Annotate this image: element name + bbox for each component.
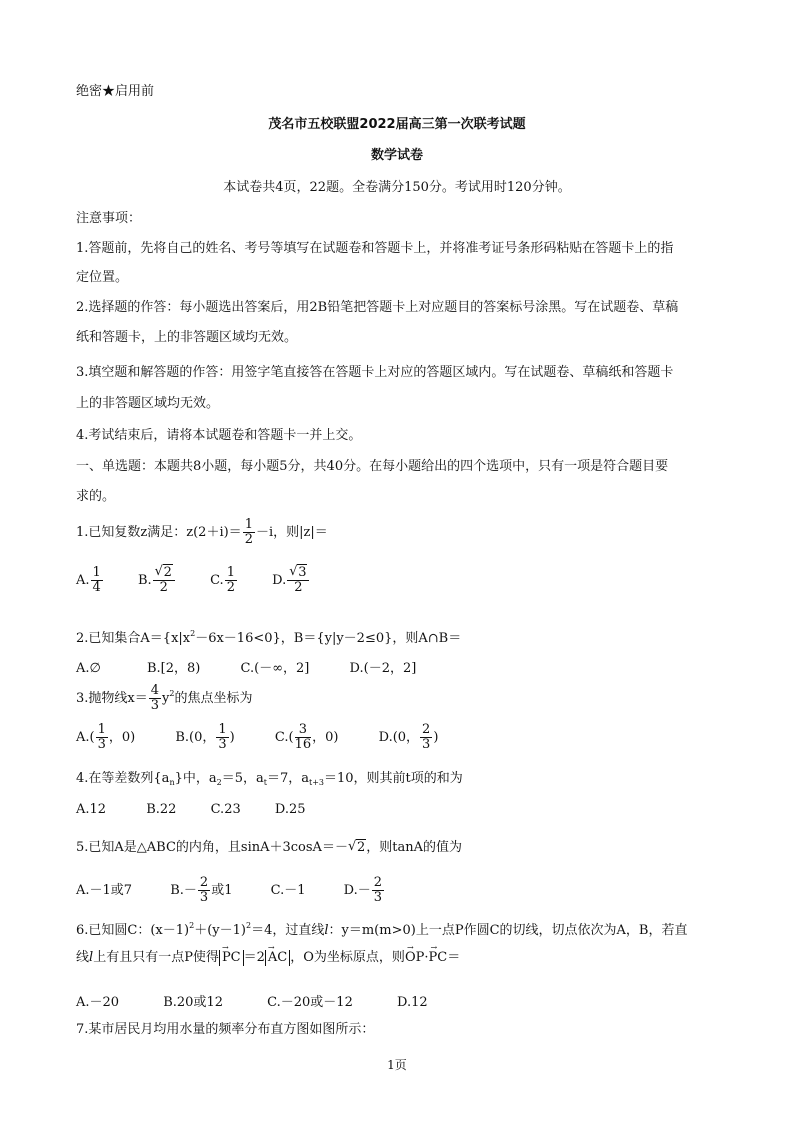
question-2-options [76,657,446,676]
note-1-line-1: 1.答题前，先将自己的姓名、考号等填写在试题卷和答题卡上，并将准考证号条形码粘贴在答题卡上的指 [76,241,674,256]
option-c: C.( $\frac{3}{16}$ ，0) [274,722,339,752]
option-c: C.(－∞，2] [240,661,310,676]
exam-title: 茂名市五校联盟2022届高三第一次联考试题 [268,117,526,132]
question-6-line-2: 线l上有且只有一点P使得→ PC ＝2→ AC ，O为坐标原点，则→ OP·→ PC＝ [76,950,460,966]
question-7: 7.某市居民月均用水量的频率分布直方图如图所示： [76,1022,375,1037]
option-d: D.(0， $\frac{2}{3}$ ) [378,722,439,752]
option-a: A.∅ [76,661,101,676]
question-3: 3.抛物线x＝ $\frac{4}{3}$ $y^2$的焦点坐标为 [76,683,253,713]
page-number: 1页 [387,1058,407,1072]
vector-pc-magnitude: → PC [219,950,244,966]
fraction: $\frac{1}{2}$ [244,517,253,547]
question-2: 2.已知集合$A=\{x|x^2-6x-16<0\}$，B＝{y|y－2≤0}，则A∩B＝ [76,629,462,646]
note-1-line-2: 定位置。 [76,270,129,285]
option-b: B.(0， $\frac{1}{3}$ ) [175,722,235,752]
vector-pc: → PC [428,950,447,966]
option-d: D.12 [396,995,428,1010]
option-d: D.25 [274,802,306,817]
option-c: C. $\frac{1}{2}$ [210,565,235,595]
option-a: A.( $\frac{1}{3}$ ，0) [76,722,136,752]
note-2-line-2: 纸和答题卡，上的非答题区域均无效。 [76,330,298,345]
question-5-options [76,876,415,905]
option-b: B.[2，8) [147,661,201,676]
option-b: B.－ $\frac{2}{3}$ 或1 [170,875,233,905]
question-1-options [76,566,340,595]
question-4: 4.在等差数列$\{a_n\}$中，$a_2=5$，$a_t=7$，$a_{t+3}=10$，则其前t项的和为 [76,771,463,787]
option-d: D.(－2，2] [349,661,417,676]
note-3-line-1: 3.填空题和解答题的作答：用签字笔直接答在答题卡上对应的答题区域内。写在试题卷、草稿纸和答题卡 [76,365,674,380]
option-a: A. $\frac{1}{4}$ [76,565,101,595]
note-4: 4.考试结束后，请将本试题卷和答题卡一并上交。 [76,428,362,443]
option-d: D.－ $\frac{2}{3}$ [343,875,383,905]
exam-info: 本试卷共4页，22题。全卷满分150分。考试用时120分钟。 [223,180,571,195]
vector-ac-magnitude: → AC [265,950,290,966]
option-c: C.23 [210,802,241,817]
question-4-options [76,802,336,817]
note-2-line-1: 2.选择题的作答：每小题选出答案后，用2B铅笔把答题卡上对应题目的答案标号涂黑。写在试题卷、草稿 [76,300,679,315]
vector-op: → OP [405,950,424,966]
question-1: 1.已知复数z满足：z(2＋i)＝ $\frac{1}{2}$ －i，则|z|＝ [76,517,328,547]
option-b: B.20或12 [163,995,223,1010]
section1-line-2: 求的。 [76,489,116,504]
confidential-label: 绝密★启用前 [76,84,155,99]
option-b: B. √ $\frac{2}{2}$ [138,566,176,595]
option-c: C.－1 [270,883,306,898]
question-3-options [76,723,468,752]
option-b: B.22 [146,802,177,817]
notes-heading: 注意事项： [76,211,142,226]
question-5: 5.已知A是△ABC的内角，且sinA＋3cosA＝－√ 2，则tanA的值为 [76,840,462,856]
option-a: A.－1或7 [76,883,133,898]
question-6-line-1: 6.已知圆C：$(x-1)^2+(y-1)^2=4$，过直线l：y＝m(m>0)上一点P作圆C的切线，切点依次为A，B，若直 [76,921,688,938]
note-3-line-2: 上的非答题区域均无效。 [76,396,220,411]
option-a: A.12 [76,802,107,817]
question-6-options [76,991,458,1010]
section1-line-1: 一、单选题：本题共8小题，每小题5分，共40分。在每小题给出的四个选项中，只有一项是符合题目要 [76,459,669,474]
option-a: A.－20 [76,995,120,1010]
option-d: D. √ $\frac{3}{2}$ [272,566,310,595]
option-c: C.－20或－12 [267,995,353,1010]
exam-subtitle: 数学试卷 [370,148,423,163]
